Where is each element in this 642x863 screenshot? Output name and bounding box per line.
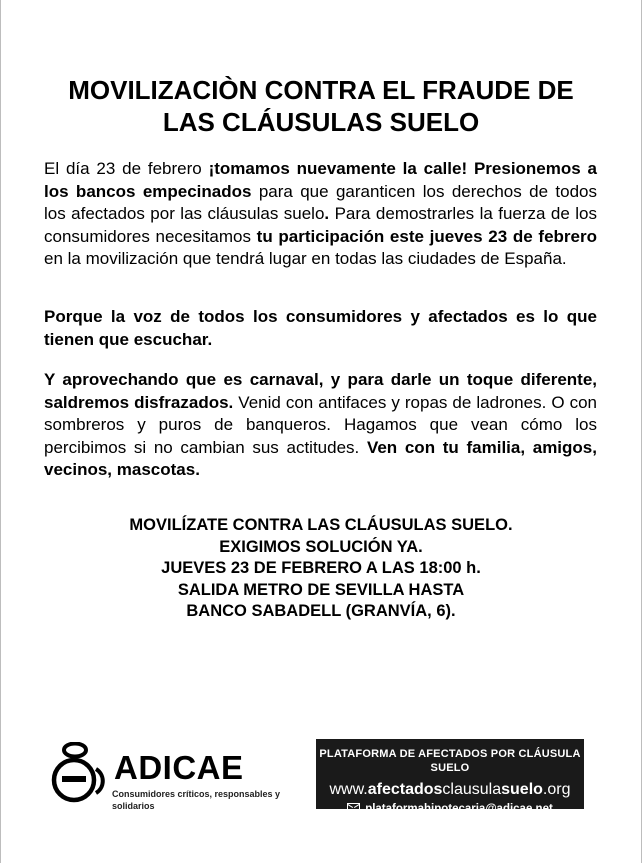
call-to-action: [60, 515, 582, 623]
paragraph-intro: [44, 158, 597, 271]
cta-line-5: BANCO SABADELL (GRANVÍA, 6).: [186, 602, 456, 620]
cta-line-2: EXIGIMOS SOLUCIÓN YA.: [219, 537, 423, 556]
url-prefix: www.: [329, 781, 368, 798]
logo-name: ADICAE: [114, 749, 244, 786]
adicae-logo: [50, 740, 320, 810]
email-text: plataformahipotecaria@adicae.net: [365, 803, 553, 815]
banner-url[interactable]: [316, 780, 584, 800]
url-bold-2: suelo: [501, 781, 543, 798]
banner-email[interactable]: [316, 802, 584, 816]
page-border-left: [0, 0, 1, 863]
paragraph-carnival: [44, 369, 597, 482]
carnival-bold-1: Y aprovechando que es carnaval, y para darle un toque diferente, saldremos disfrazados.: [44, 370, 597, 412]
page-title: [30, 74, 612, 138]
intro-bold-1: ¡tomamos nuevamente la calle! Presionemos a los bancos empecinados: [44, 159, 597, 201]
url-bold-1: afectados: [367, 781, 443, 798]
banner-title: PLATAFORMA DE AFECTADOS POR CLÁUSULA SUELO: [319, 748, 581, 774]
mail-icon: [347, 803, 360, 813]
intro-text-4: en la movilización que tendrá lugar en todas las ciudades de España.: [44, 249, 567, 268]
intro-text-2: para que garanticen los derechos de todos los afectados por las cláusulas suelo: [44, 181, 597, 223]
intro-text-3: Para demostrarles la fuerza de los consumidores necesitamos: [44, 204, 597, 246]
cta-line-3: JUEVES 23 DE FEBRERO A LAS 18:00 h.: [161, 559, 481, 577]
url-suffix: .org: [542, 781, 571, 798]
logo-tagline: Consumidores críticos, responsables y solidarios: [112, 789, 281, 811]
carnival-text: Venid con antifaces y ropas de ladrones. O con sombreros y puros de banqueros. Hagamos que vean cómo los percibimos si no cambian sus actitudes.: [44, 392, 597, 457]
intro-bold-2: .: [324, 204, 330, 223]
paragraph-voice: [44, 306, 597, 351]
carnival-bold-2: Ven con tu familia, amigos, vecinos, mascotas.: [44, 437, 597, 479]
url-middle: clausula: [442, 781, 502, 798]
cta-line-1: MOVILÍZATE CONTRA LAS CLÁUSULAS SUELO.: [129, 516, 513, 534]
cta-line-4: SALIDA METRO DE SEVILLA HASTA: [177, 580, 465, 599]
platform-banner: [316, 739, 584, 815]
intro-bold-3: tu participación este jueves 23 de febrero: [256, 226, 597, 246]
voice-bold: Porque la voz de todos los consumidores y afectados es lo que tienen que escuchar.: [44, 307, 597, 349]
adicae-logo-icon: [50, 742, 112, 808]
title-line-1: MOVILIZACIÒN CONTRA EL FRAUDE DE: [68, 75, 574, 105]
title-line-2: LAS CLÁUSULAS SUELO: [162, 107, 480, 137]
intro-text-1: El día 23 de febrero: [44, 159, 209, 178]
